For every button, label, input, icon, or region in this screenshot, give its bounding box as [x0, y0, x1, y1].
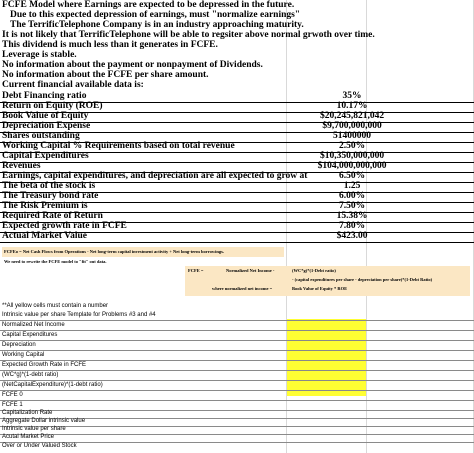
- fcfe-definition: FCFEo = Net Cash Flows from Operations - Net long-term capital investment activity + Net long-term borrowings.: [4, 249, 225, 254]
- data-label: Return on Equity (ROE): [2, 101, 103, 111]
- formula-term: - (capital expenditures per share - depreciation per share)*(1-Debt Ratio): [292, 277, 433, 282]
- intro-line: Current financial available data is:: [2, 80, 144, 90]
- intro-line: Leverage is stable.: [2, 50, 77, 60]
- data-value[interactable]: 51400000: [333, 131, 371, 141]
- data-value[interactable]: 6.00%: [338, 191, 366, 201]
- rewrite-note: We need to rewrite the FCFE model to "fit" out data.: [4, 259, 107, 264]
- data-row: [2, 230, 472, 242]
- template-row: Intrinsic value per share: [2, 426, 66, 432]
- data-label: Shares outstanding: [2, 131, 80, 141]
- template-row: Expected Growth Rate in FCFE: [2, 362, 87, 368]
- data-value[interactable]: 1.25: [343, 181, 361, 191]
- intro-line: It is not likely that TerrificTelephone will be able to regsiter above normal grwoth over time.: [2, 30, 375, 40]
- template-note: **All yellow cells must contain a number: [2, 303, 109, 309]
- data-label: Revenues: [2, 161, 41, 171]
- data-label: Earnings, capital expenditures, and depreciation are all expected to grow at: [2, 171, 308, 181]
- data-label: Required Rate of Return: [2, 211, 103, 221]
- row-divider: [0, 242, 474, 243]
- data-value[interactable]: 7.50%: [338, 201, 366, 211]
- data-label: Actual Market Value: [2, 231, 87, 241]
- intro-line: This dividend is much less than it generates in FCFE.: [2, 40, 218, 50]
- template-row: Aggregate Dollar intrinsic value: [2, 418, 86, 424]
- data-label: The Treasury bond rate: [2, 191, 99, 201]
- template-row: FCFE 0: [2, 392, 23, 398]
- intro-line: FCFE Model where Earnings are expected to be depressed in the future.: [2, 0, 295, 10]
- template-row: Capitalization Rate: [2, 410, 53, 416]
- data-value[interactable]: $9,700,000,000: [322, 121, 382, 131]
- where-label: where normalized net income =: [212, 286, 273, 291]
- template-row: Normalized Net Income: [2, 322, 65, 328]
- data-label: Expected growth rate in FCFE: [2, 221, 127, 231]
- data-label: The Risk Premium is: [2, 201, 88, 211]
- data-value[interactable]: 35%: [342, 91, 362, 101]
- data-label: The beta of the stock is: [2, 181, 96, 191]
- template-row: FCFE 1: [2, 402, 23, 408]
- data-label: Debt Financing ratio: [2, 91, 87, 101]
- data-label: Depreciation Expense: [2, 121, 91, 131]
- data-value[interactable]: $20,245,821,042: [319, 111, 385, 121]
- intro-line: The TerrificTelephone Company is in an industry approaching maturity.: [10, 20, 304, 30]
- template-title: Intrinsic value per share Template for Problems #3 and #4: [2, 312, 156, 318]
- data-value[interactable]: 6.50%: [338, 171, 366, 181]
- data-value[interactable]: 15.38%: [336, 211, 368, 221]
- intro-line: No information about the FCFE per share amount.: [2, 70, 209, 80]
- formula-term: Normalized Net Income -: [226, 268, 275, 273]
- template-row: (NetCapitalExpenditure)*(1-debt ratio): [2, 382, 103, 388]
- intro-line: Due to this expected depression of earnings, must "normalize earnings": [10, 10, 301, 20]
- template-row: Depreciation: [2, 342, 36, 348]
- template-row: Capital Expenditures: [2, 332, 58, 338]
- data-value[interactable]: $10,350,000,000: [319, 151, 385, 161]
- intro-line: No information about the payment or nonpayment of Dividends.: [2, 60, 263, 70]
- data-value[interactable]: $423.00: [336, 231, 368, 241]
- data-value[interactable]: 7.80%: [338, 221, 366, 231]
- where-value: Book Value of Equity * ROE: [292, 286, 348, 291]
- data-label: Book Value of Equity: [2, 111, 89, 121]
- fcfe-label: FCFE =: [188, 268, 204, 273]
- data-label: Working Capital % Requirements based on total revenue: [2, 141, 235, 151]
- template-row: Acutal Market Price: [2, 434, 55, 440]
- template-row: Working Capital: [2, 352, 45, 358]
- data-value[interactable]: 10.17%: [336, 101, 368, 111]
- data-label: Capital Expenditures: [2, 151, 89, 161]
- formula-term: (WC*g)*(1-Debt ratio): [292, 268, 336, 273]
- template-row: Over or Under Valued Stock: [2, 443, 77, 449]
- data-value[interactable]: $104,000,000,000: [317, 161, 387, 171]
- template-row: (WC*g)*(1-debt ratio): [2, 372, 59, 378]
- data-value[interactable]: 2.50%: [338, 141, 366, 151]
